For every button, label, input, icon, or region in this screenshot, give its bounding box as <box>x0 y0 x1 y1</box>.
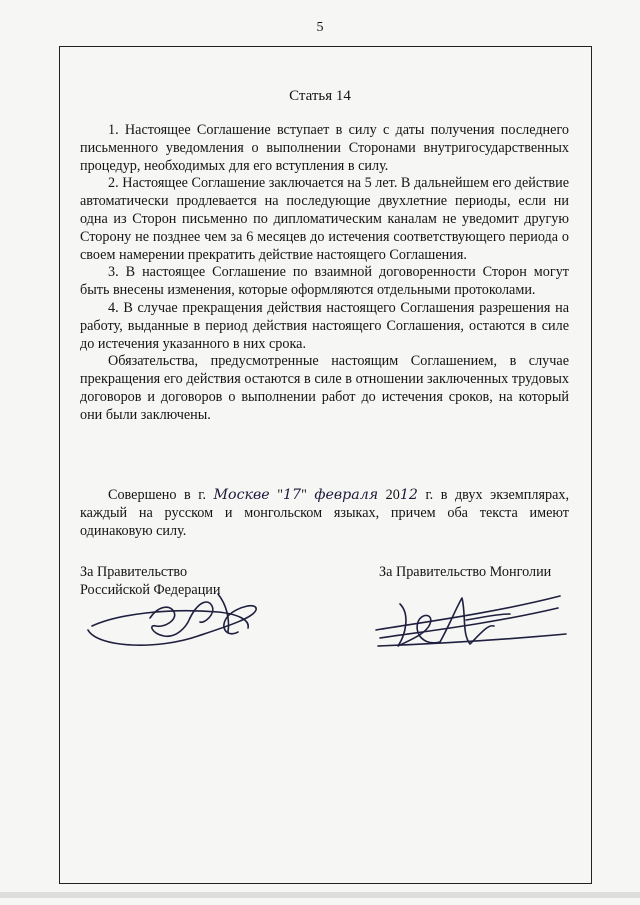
handwritten-month: февраля <box>314 487 379 503</box>
signature-label-left-line1: За Правительство <box>80 564 188 580</box>
paragraph-1: 1. Настоящее Соглашение вступает в силу с даты получения последнего письменного уведомления о выполнении Сторонами внутригосударственных процедур, необходимых для его вступления в силу. <box>80 122 569 174</box>
handwritten-city: Москве <box>213 487 270 503</box>
handwritten-day: 17 <box>283 487 302 503</box>
done-clause <box>80 487 569 540</box>
scan-bottom-edge <box>0 892 640 898</box>
paragraph-5: Обязательства, предусмотренные настоящим Соглашением, в случае прекращения его действия остаются в силе в отношении заключенных трудовых договоров и договоров о выполнении работ до истечения сроков, на который они были заключены. <box>80 353 569 423</box>
paragraph-2: 2. Настоящее Соглашение заключается на 5 лет. В дальнейшем его действие автоматически продлевается на последующие двухлетние периоды, если ни одна из Сторон письменно по дипломатическим каналам не уведомит другую Сторону не позднее чем за 6 месяцев до истечения соответствующего периода о своем намерении прекратить действие настоящего Соглашения. <box>80 175 569 263</box>
done-suffix: г. в двух экземплярах, каждый на русском и монгольском языках, причем оба текста имеют одинаковую силу. <box>80 487 570 539</box>
article-body <box>80 122 569 425</box>
page-number: 5 <box>316 20 324 35</box>
signature-label-right: За Правительство Монголии <box>379 564 552 580</box>
handwritten-year: 12 <box>399 487 418 503</box>
signature-label-left-line2: Российской Федерации <box>80 582 221 598</box>
signature-left-image <box>78 578 278 658</box>
paragraph-4: 4. В случае прекращения действия настоящего Соглашения разрешения на работу, выданные в период действия настоящего Соглашения, остаются в силе до истечения указанного в них срока. <box>80 299 569 352</box>
signature-right-image <box>370 584 570 664</box>
day-close-quote: " <box>301 487 307 503</box>
year-prefix: 20 <box>385 487 400 503</box>
done-prefix: Совершено в г. <box>108 487 206 503</box>
paragraph-3: 3. В настоящее Соглашение по взаимной договоренности Сторон могут быть внесены изменения, которые оформляются отдельными протоколами. <box>80 264 569 299</box>
day-open-quote: " <box>277 487 283 503</box>
article-title: Статья 14 <box>289 88 351 104</box>
